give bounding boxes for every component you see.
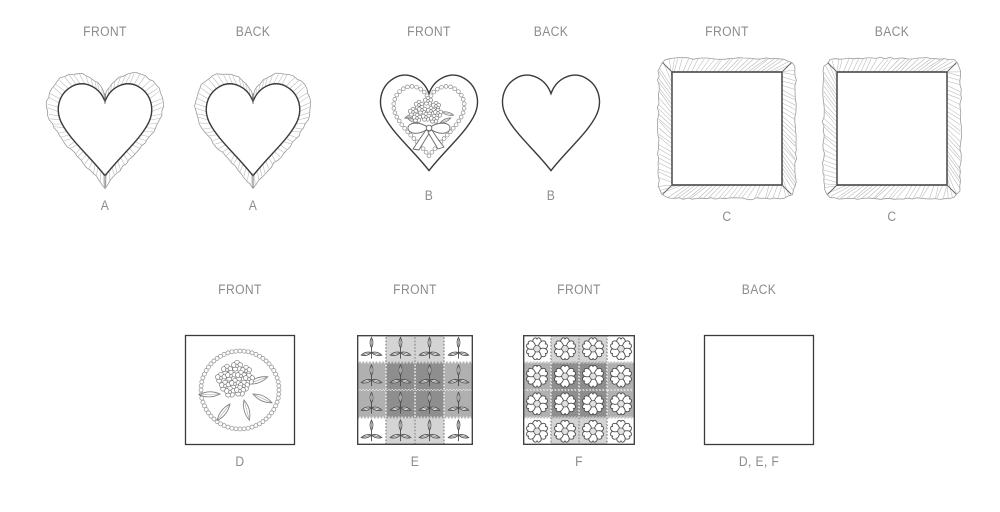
patchwork-flower-pillow-front-art [523, 335, 635, 445]
view-label-def-back: BACK [741, 282, 777, 297]
square-ruffle-pillow-back-art [820, 55, 964, 203]
heart-decorated-pillow-front-art [372, 68, 486, 172]
view-label-c-back: BACK [874, 24, 910, 39]
square-ruffle-pillow-front-art [655, 55, 799, 203]
view-label-f-front: FRONT [557, 282, 601, 297]
square-wreath-pillow-front-art [184, 334, 296, 446]
figure-b-front [372, 24, 486, 203]
item-label-f-front: F [575, 454, 583, 469]
item-label-c-front: C [722, 209, 732, 224]
figure-a-front [35, 24, 175, 213]
view-label-d-front: FRONT [218, 282, 262, 297]
view-label-a-back: BACK [235, 24, 271, 39]
view-label-a-front: FRONT [83, 24, 127, 39]
figure-def-back [703, 282, 815, 469]
heart-ruffle-pillow-front-art [38, 55, 172, 193]
item-label-b-front: B [424, 188, 434, 203]
figure-b-back [494, 24, 608, 203]
figure-c-back [820, 24, 964, 224]
figure-a-back [183, 24, 323, 213]
item-label-a-front: A [100, 198, 110, 213]
view-label-b-front: FRONT [407, 24, 451, 39]
item-label-c-back: C [887, 209, 897, 224]
view-label-b-back: BACK [533, 24, 569, 39]
view-label-c-front: FRONT [705, 24, 749, 39]
figure-d-front [184, 282, 296, 469]
item-label-def-back: D, E, F [738, 454, 780, 469]
item-label-d-front: D [235, 454, 245, 469]
patchwork-leaf-pillow-front-art [357, 335, 473, 445]
heart-plain-pillow-back-art [494, 68, 608, 172]
square-plain-pillow-back-art [703, 334, 815, 446]
item-label-a-back: A [248, 198, 258, 213]
figure-c-front [655, 24, 799, 224]
item-label-e-front: E [410, 454, 420, 469]
figure-f-front [523, 282, 635, 469]
view-label-e-front: FRONT [393, 282, 437, 297]
item-label-b-back: B [546, 188, 556, 203]
figure-e-front [357, 282, 473, 469]
heart-ruffle-pillow-back-art [186, 55, 320, 193]
